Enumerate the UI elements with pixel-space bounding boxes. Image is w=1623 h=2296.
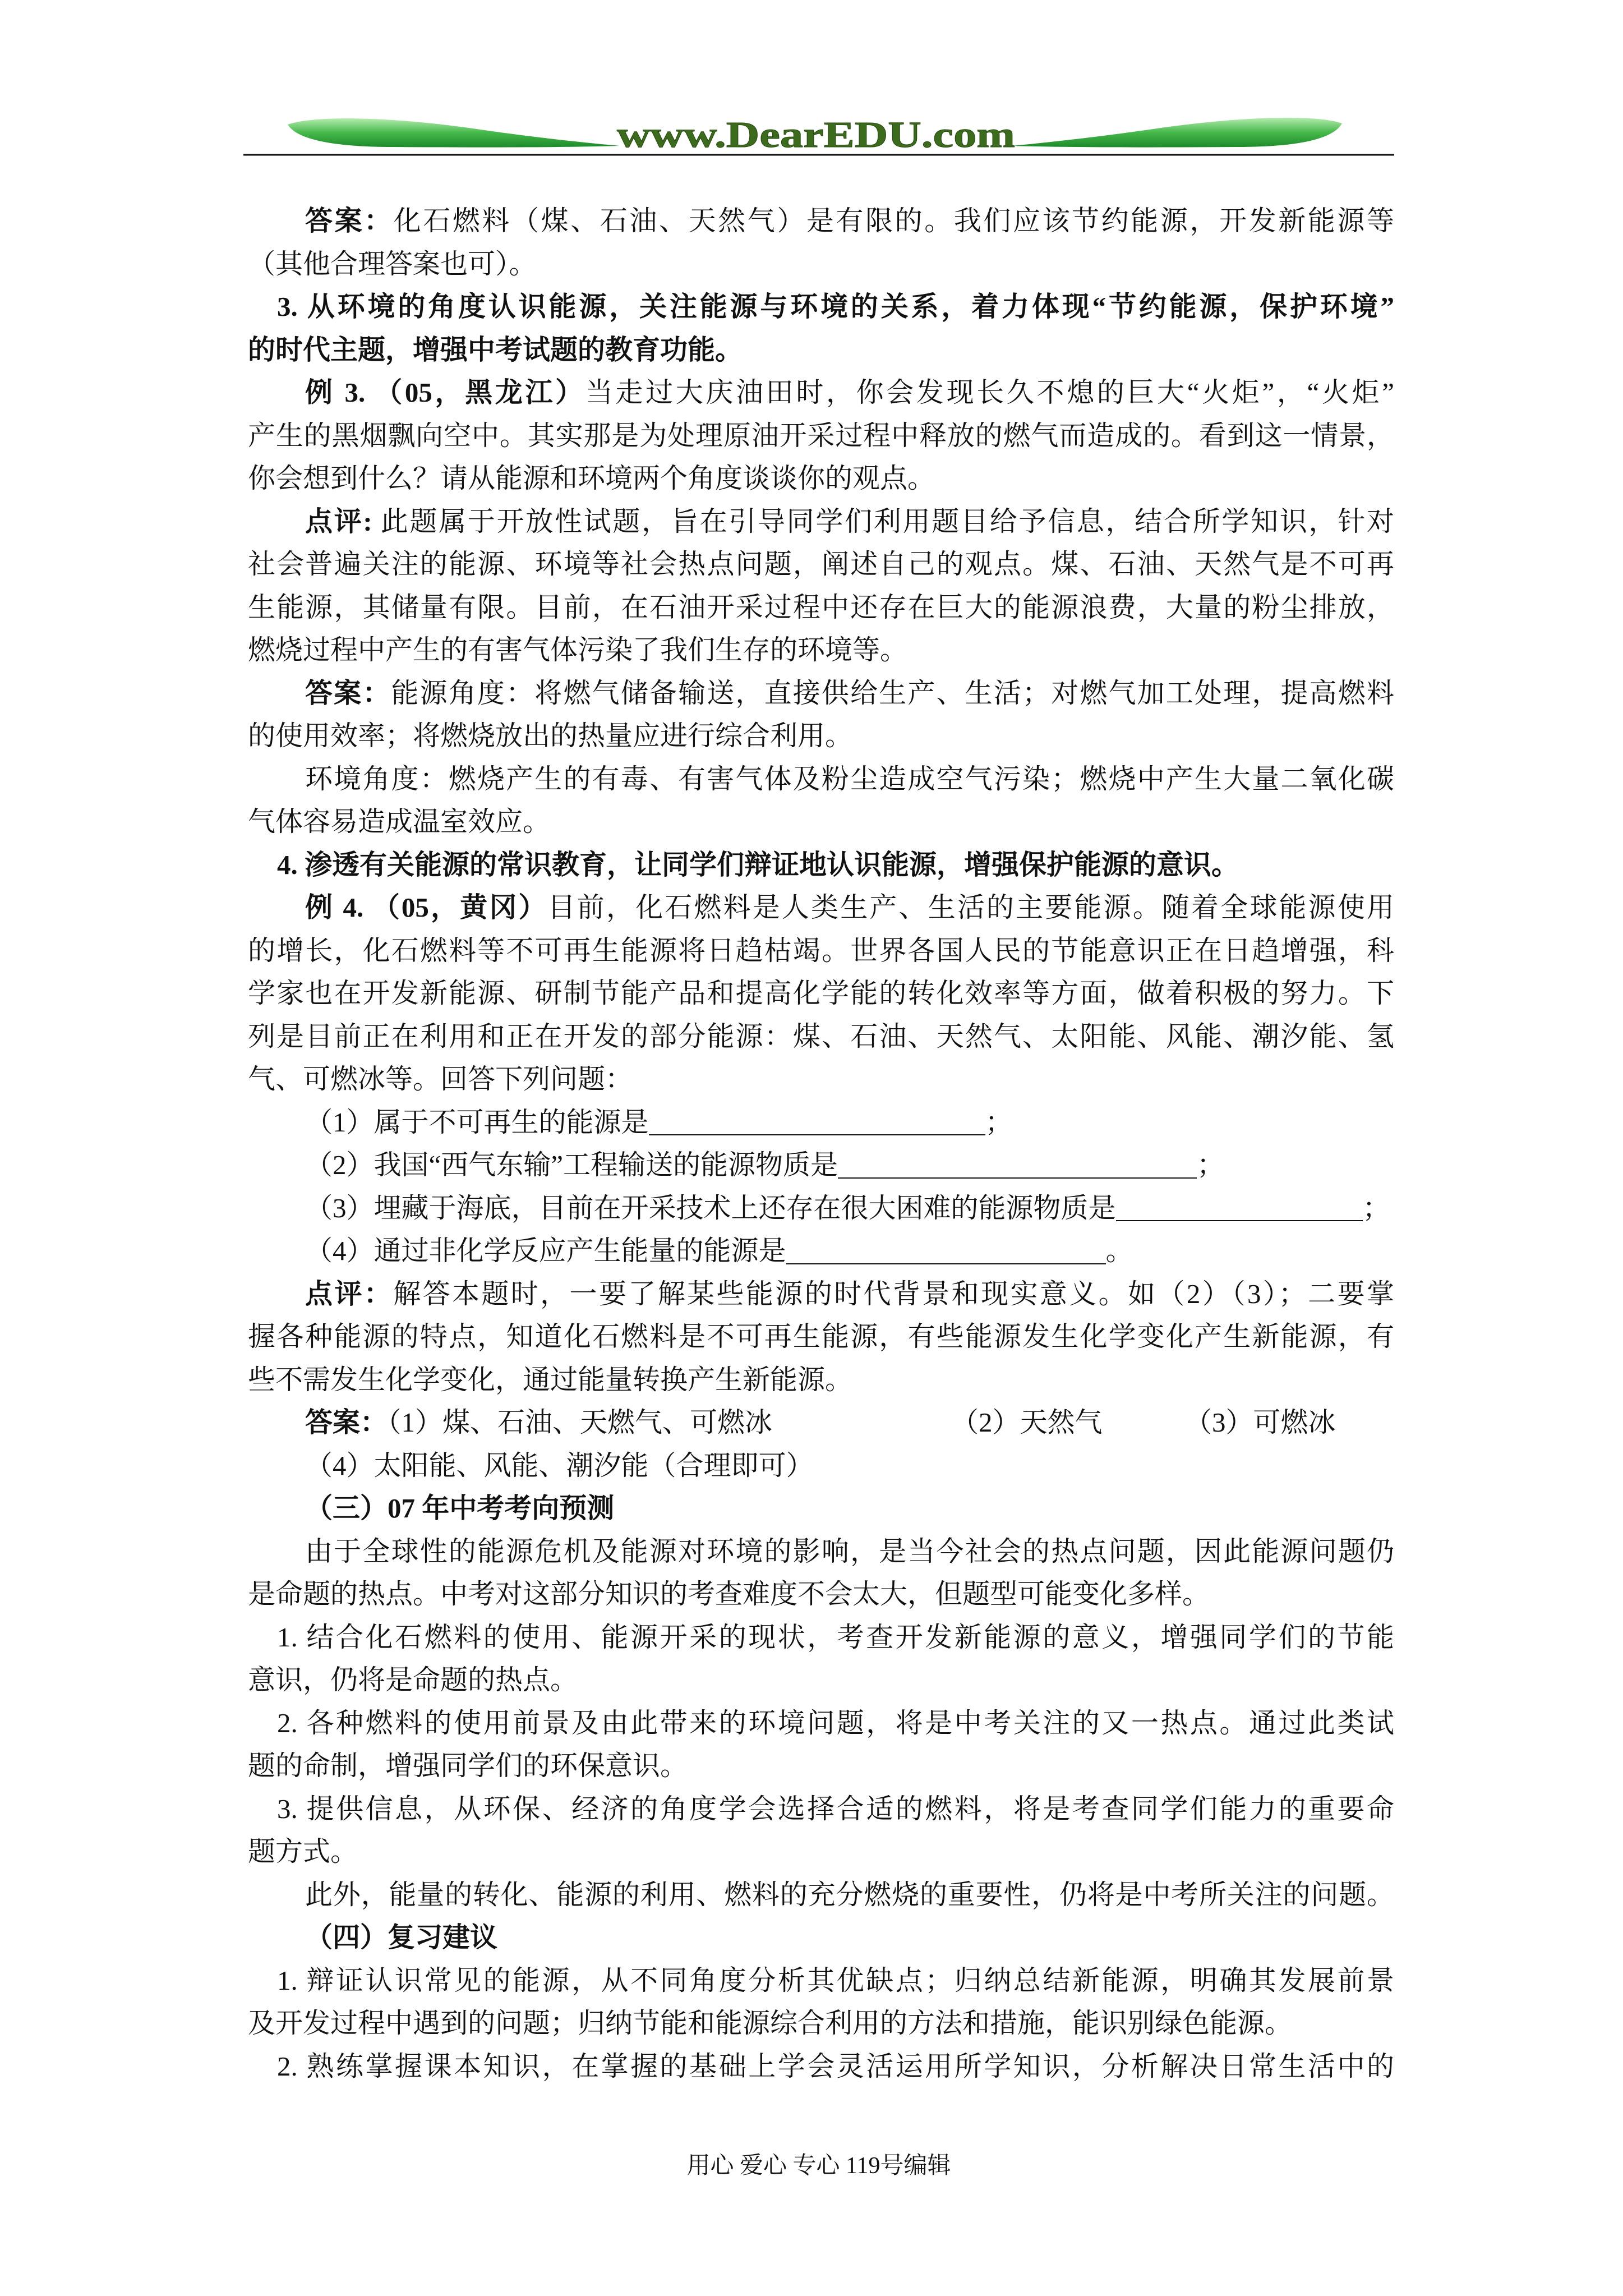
example-3-question-line: 产生的黑烟飘向空中。其实那是为处理原油开采过程中释放的燃气而造成的。看到这一情景， <box>248 420 1394 451</box>
section-3-heading: （三）07 年中考考向预测 <box>305 1493 615 1524</box>
example-3-environment-line: 气体容易造成温室效应。 <box>248 806 551 837</box>
answer-text: 能源角度：将燃气储备输送，直接供给生产、生活；对燃气加工处理，提高燃料 <box>391 677 1394 708</box>
section-3-point-3: 题方式。 <box>248 1836 358 1867</box>
section-3-point-2: 题的命制，增强同学们的环保意识。 <box>248 1750 688 1781</box>
sub-question-text: （2）我国“西气东输”工程输送的能源物质是 <box>305 1149 838 1180</box>
sub-question-text: （3）埋藏于海底，目前在开采技术上还存在很大困难的能源物质是 <box>305 1192 1116 1223</box>
section-3-point-2: 2. 各种燃料的使用前景及由此带来的环境问题，将是中考关注的又一热点。通过此类试 <box>277 1707 1394 1738</box>
section-3-intro-line: 是命题的热点。中考对这部分知识的考查难度不会太大，但题型可能变化多样。 <box>248 1579 1210 1609</box>
example-3-comment-line: 生能源，其储量有限。目前，在石油开采过程中还存在巨大的能源浪费，大量的粉尘排放， <box>248 591 1394 623</box>
answer-blank <box>649 1134 985 1135</box>
example-3-answer-line <box>248 672 1394 715</box>
example-3-comment-line: 燃烧过程中产生的有害气体污染了我们生存的环境等。 <box>248 634 908 665</box>
sub-question-3 <box>248 1187 1394 1230</box>
sub-question-text: （1）属于不可再生的能源是 <box>305 1106 649 1138</box>
sub-question-end: ； <box>985 1106 1013 1138</box>
answer-item-2: （2）天然气 <box>951 1407 1103 1438</box>
answer-label: 答案： <box>305 1407 388 1438</box>
section-3-point-1: 意识，仍将是命题的热点。 <box>248 1664 578 1695</box>
answer-blank <box>838 1177 1197 1179</box>
sub-question-2 <box>248 1144 1394 1187</box>
section-4-point-2: 2. 熟练掌握课本知识，在掌握的基础上学会灵活运用所学知识，分析解决日常生活中的 <box>277 2050 1394 2082</box>
logo-swoosh-left <box>288 118 620 148</box>
sub-question-1 <box>248 1101 1394 1144</box>
sub-question-text: （4）通过非化学反应产生能量的能源是 <box>305 1235 786 1266</box>
example-4-question-line: 列是目前正在利用和正在开发的部分能源：煤、石油、天然气、太阳能、风能、潮汐能、氢 <box>248 1020 1394 1052</box>
answer-label: 答案： <box>305 205 394 236</box>
site-header <box>0 0 1623 168</box>
example-4-question-line <box>248 886 1394 930</box>
answer-blank <box>786 1263 1106 1264</box>
comment-label: 点评： <box>305 1278 394 1309</box>
document-body <box>248 200 1394 2088</box>
section-3-point-1: 1. 结合化石燃料的使用、能源开采的现状，考查开发新能源的意义，增强同学们的节能 <box>277 1621 1394 1653</box>
logo-swoosh-right <box>1012 118 1342 148</box>
section-4-heading: （四）复习建议 <box>305 1922 498 1953</box>
sub-question-end: ； <box>1197 1149 1225 1180</box>
comment-text: 此题属于开放性试题，旨在引导同学们利用题目给予信息，结合所学知识，针对 <box>380 505 1394 537</box>
comment-text: 解答本题时，一要了解某些能源的时代背景和现实意义。如（2）（3）；二要掌 <box>393 1278 1394 1309</box>
footer-text: 用心 爱心 专心 119号编辑 <box>686 2153 951 2179</box>
example-3-comment-line <box>248 500 1394 544</box>
example-3-environment-line: 环境角度：燃烧产生的有毒、有害气体及粉尘造成空气污染；燃烧中产生大量二氧化碳 <box>305 763 1394 794</box>
answer-item-1: （1）煤、石油、天燃气、可燃冰 <box>388 1407 773 1438</box>
example-4-question-text: 目前，化石燃料是人类生产、生活的主要能源。随着全球能源使用 <box>547 892 1394 923</box>
example-3-question-line <box>248 371 1394 415</box>
example-4-question-line: 的增长，化石燃料等不可再生能源将日趋枯竭。世界各国人民的节能意识正在日趋增强，科 <box>248 935 1394 966</box>
point-4-heading: 4. 渗透有关能源的常识教育，让同学们辩证地认识能源，增强保护能源的意识。 <box>277 849 1239 880</box>
point-3-heading-line: 3. 从环境的角度认识能源，关注能源与环境的关系，着力体现“节约能源，保护环境” <box>277 291 1394 322</box>
section-3-closing: 此外，能量的转化、能源的利用、燃料的充分燃烧的重要性，仍将是中考所关注的问题。 <box>305 1879 1394 1910</box>
answer-item-3: （3）可燃冰 <box>1184 1407 1336 1438</box>
answer-item-4: （4）太阳能、风能、潮汐能（合理即可） <box>305 1450 814 1481</box>
example-4-label: 例 4. （05，黄冈） <box>305 892 548 923</box>
sub-question-end: 。 <box>1105 1235 1133 1266</box>
answer-line <box>248 200 1394 243</box>
sub-question-end: ； <box>1362 1192 1390 1223</box>
example-4-comment-line: 些不需发生化学变化，通过能量转换产生新能源。 <box>248 1364 853 1395</box>
section-3-point-3: 3. 提供信息，从环保、经济的角度学会选择合适的燃料，将是考查同学们能力的重要命 <box>277 1793 1394 1824</box>
example-4-comment-line: 握各种能源的特点，知道化石燃料是不可再生能源，有些能源发生化学变化产生新能源，有 <box>248 1321 1394 1352</box>
example-3-question-text: 当走过大庆油田时，你会发现长久不熄的巨大“火炬”，“火炬” <box>585 377 1394 408</box>
sub-question-4 <box>248 1230 1394 1273</box>
answer-text-line: （其他合理答案也可）。 <box>248 248 537 279</box>
section-3-intro-line: 由于全球性的能源危机及能源对环境的影响，是当今社会的热点问题，因此能源问题仍 <box>305 1535 1394 1567</box>
answer-blank <box>1116 1220 1363 1221</box>
section-4-point-1: 及开发过程中遇到的问题；归纳节能和能源综合利用的方法和措施，能识别绿色能源。 <box>248 2008 1293 2039</box>
example-3-answer-line: 的使用效率；将燃烧放出的热量应进行综合利用。 <box>248 720 853 751</box>
section-4-point-1: 1. 辩证认识常见的能源，从不同角度分析其优缺点；归纳总结新能源，明确其发展前景 <box>277 1964 1394 1996</box>
example-3-question-line: 你会想到什么？请从能源和环境两个角度谈谈你的观点。 <box>248 463 935 494</box>
example-3-comment-line: 社会普遍关注的能源、环境等社会热点问题，阐述自己的观点。煤、石油、天然气是不可再 <box>248 549 1394 579</box>
answer-label: 答案： <box>305 677 391 708</box>
example-4-question-line: 学家也在开发新能源、研制节能产品和提高化学能的转化效率等方面，做着积极的努力。下 <box>248 978 1394 1009</box>
site-logo-text: www.DearEDU.com <box>617 114 1015 155</box>
point-3-heading-line: 的时代主题，增强中考试题的教育功能。 <box>248 334 743 365</box>
answer-text: 化石燃料（煤、石油、天然气）是有限的。我们应该节约能源，开发新能源等 <box>393 205 1394 236</box>
example-4-answer-line <box>248 1401 1394 1444</box>
example-3-label: 例 3. （05，黑龙江） <box>305 377 585 408</box>
example-4-question-line: 气、可燃冰等。回答下列问题： <box>248 1064 633 1094</box>
example-4-comment-line <box>248 1273 1394 1316</box>
comment-label: 点评: <box>305 505 381 537</box>
